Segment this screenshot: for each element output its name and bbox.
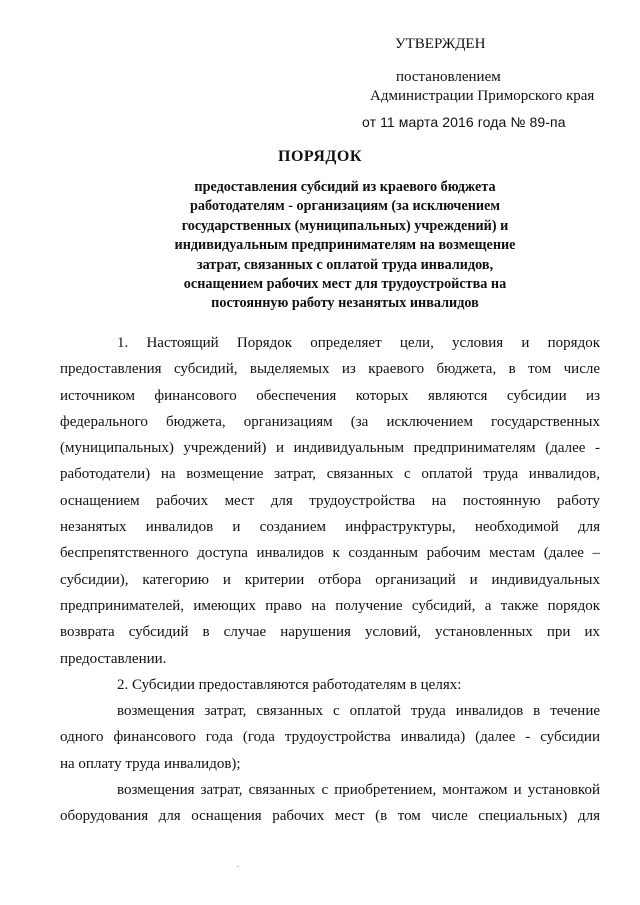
body-line: на оплату труда инвалидов); <box>60 755 241 772</box>
approval-resolution: постановлением <box>396 69 501 85</box>
approval-heading: УТВЕРЖДЕН <box>395 36 486 52</box>
document-body <box>60 330 600 830</box>
body-line: оснащением рабочих мест для трудоустройства на постоянную работу <box>60 492 600 509</box>
body-line: предпринимателей, имеющих право на получение субсидий, а также порядок <box>60 597 600 614</box>
subtitle-line: предоставления субсидий из краевого бюджета <box>194 179 496 195</box>
document-title: ПОРЯДОК <box>278 148 362 165</box>
subtitle-line: индивидуальным предпринимателям на возмещение <box>174 237 516 254</box>
document-subtitle <box>150 178 540 314</box>
body-line: работодатели) на возмещение затрат, связанных с оплатой труда инвалидов, <box>60 466 600 483</box>
body-line: возмещения затрат, связанных с приобретением, монтажом и установкой <box>117 782 600 799</box>
scan-speck <box>237 866 239 867</box>
body-line: одного финансового года (года трудоустройства инвалида) (далее - субсидии <box>60 729 600 746</box>
body-line: (муниципальных) учреждений) и индивидуальным предпринимателям (далее - <box>60 440 600 457</box>
body-line: федерального бюджета, организациям (за исключением государственных <box>60 413 600 430</box>
body-line: беспрепятственного доступа инвалидов к созданным рабочим местам (далее – <box>60 545 600 562</box>
subtitle-line: государственных (муниципальных) учреждений) и <box>181 217 509 234</box>
body-line: предоставления субсидий, выделяемых из краевого бюджета, в том числе <box>60 361 600 378</box>
body-line: 2. Субсидии предоставляются работодателям в целях: <box>117 676 462 693</box>
body-line: предоставлении. <box>60 650 167 667</box>
body-line: возмещения затрат, связанных с оплатой труда инвалидов в течение <box>117 703 600 720</box>
body-line: субсидии), категорию и критерии отбора организаций и индивидуальных <box>60 571 600 588</box>
approval-authority: Администрации Приморского края <box>370 88 595 104</box>
subtitle-line: затрат, связанных с оплатой труда инвалидов, <box>196 256 494 273</box>
body-line: источником финансового обеспечения которых являются субсидии из <box>60 387 600 404</box>
body-line: незанятых инвалидов и созданием инфраструктуры, необходимой для <box>60 519 600 536</box>
subtitle-line: постоянную работу незанятых инвалидов <box>211 295 479 312</box>
body-line: оборудования для оснащения рабочих мест (в том числе специальных) для <box>60 808 600 825</box>
body-line: 1. Настоящий Порядок определяет цели, условия и порядок <box>117 335 600 351</box>
approval-date-number: от 11 марта 2016 года № 89-па <box>362 114 566 130</box>
body-line: возврата субсидий в случае нарушения условий, установленных при их <box>60 624 600 641</box>
subtitle-line: оснащением рабочих мест для трудоустройства на <box>183 276 507 293</box>
subtitle-line: работодателям - организациям (за исключением <box>189 198 501 215</box>
